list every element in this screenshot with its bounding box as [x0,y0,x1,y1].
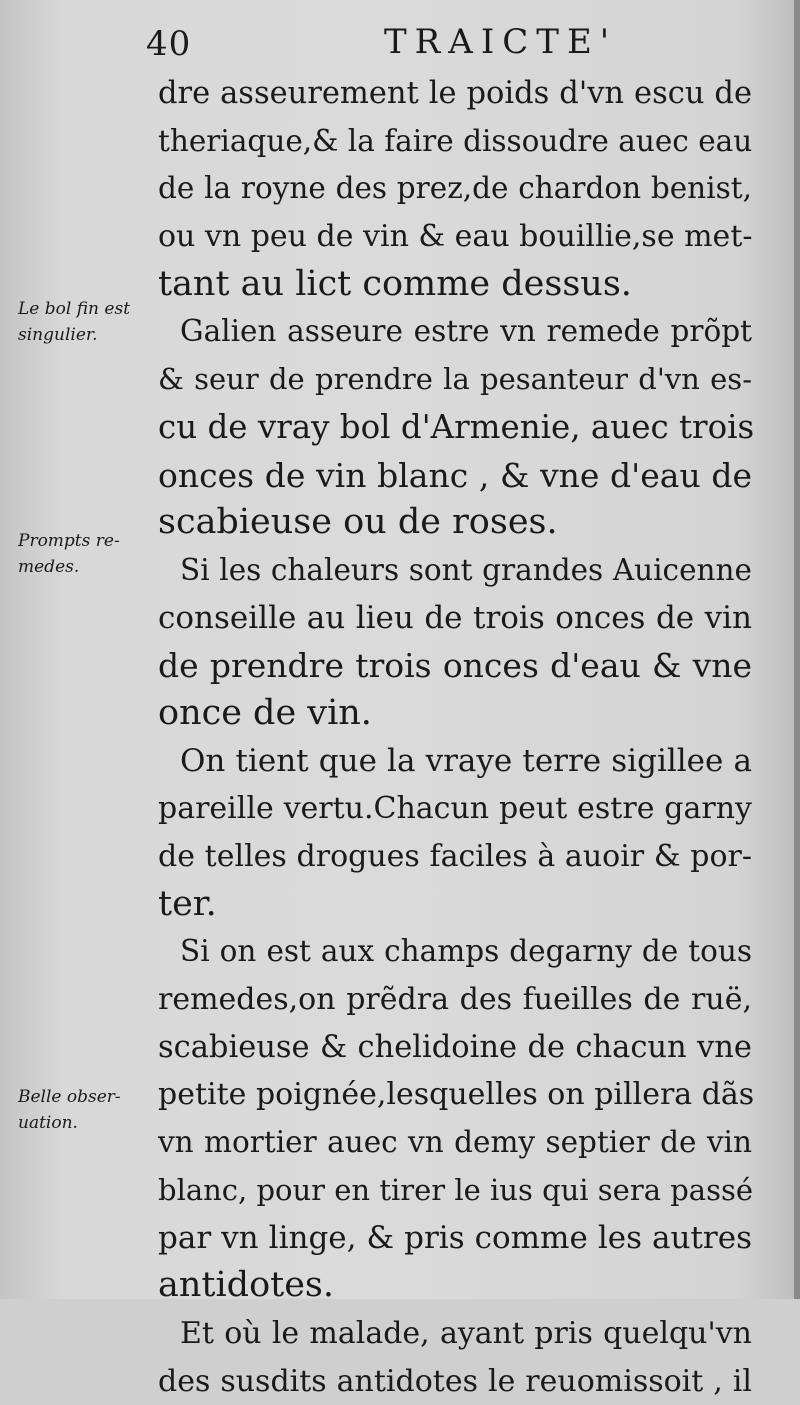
text-line: Galien asseure estre vn remede prõpt [180,314,752,349]
margin-note-line: uation. [18,1113,78,1133]
text-line: antidotes. [158,1265,335,1306]
margin-note-line: Belle obser- [18,1087,121,1107]
text-line: cu de vray bol d'Armenie, auec trois [158,407,755,446]
text-line: Si on est aux champs degarny de tous [180,934,752,969]
text-line: vn mortier auec vn demy septier de vin [158,1125,752,1160]
margin-note-line: medes. [18,557,80,577]
page-edge [794,0,800,1299]
text-line: ter. [158,883,217,924]
running-title: TRAICTE' [384,22,618,62]
text-line: par vn linge, & pris comme les autres [158,1219,752,1256]
text-line: once de vin. [158,692,372,733]
text-line: Et où le malade, ayant pris quelqu'vn [180,1315,752,1351]
text-line: On tient que la vraye terre sigillee a [180,742,752,779]
text-line: remedes,on prẽdra des fueilles de ruë, [158,982,752,1018]
margin-note-line: Prompts re- [18,531,120,551]
margin-note-line: Le bol fin est [18,299,131,319]
text-line: scabieuse & chelidoine de chacun vne [158,1029,752,1065]
page-number: 40 [146,24,192,64]
text-line: conseille au lieu de trois onces de vin [158,599,752,636]
text-line: dre asseurement le poids d'vn escu de [158,76,752,111]
page-header [146,22,766,70]
text-line: petite poignée,lesquelles on pillera dãs [158,1077,755,1113]
text-line: onces de vin blanc , & vne d'eau de [158,455,752,495]
body-text [158,70,754,1405]
text-line: ou vn peu de vin & eau bouillie,se met- [158,219,753,255]
text-line: tant au lict comme dessus. [158,263,632,304]
margin-note-bol [18,296,148,348]
text-line: de la royne des prez,de chardon benist, [158,171,752,206]
text-line: pareille vertu.Chacun peut estre garny [158,791,752,827]
text-line: & seur de prendre la pesanteur d'vn es- [158,362,752,397]
text-line: des susdits antidotes le reuomissoit , il [158,1363,752,1399]
margin-note-belle-observation [18,1084,148,1136]
margin-note-line: singulier. [18,325,98,345]
text-line: scabieuse ou de roses. [158,502,558,543]
margin-note-prompts-remedes [18,528,148,580]
text-line: de telles drogues faciles à auoir & por- [158,839,752,874]
text-line: Si les chaleurs sont grandes Auicenne [180,552,752,587]
text-line: de prendre trois onces d'eau & vne [158,646,752,686]
text-line: blanc, pour en tirer le ius qui sera passé [158,1172,753,1207]
text-line: theriaque,& la faire dissoudre auec eau [158,123,753,158]
